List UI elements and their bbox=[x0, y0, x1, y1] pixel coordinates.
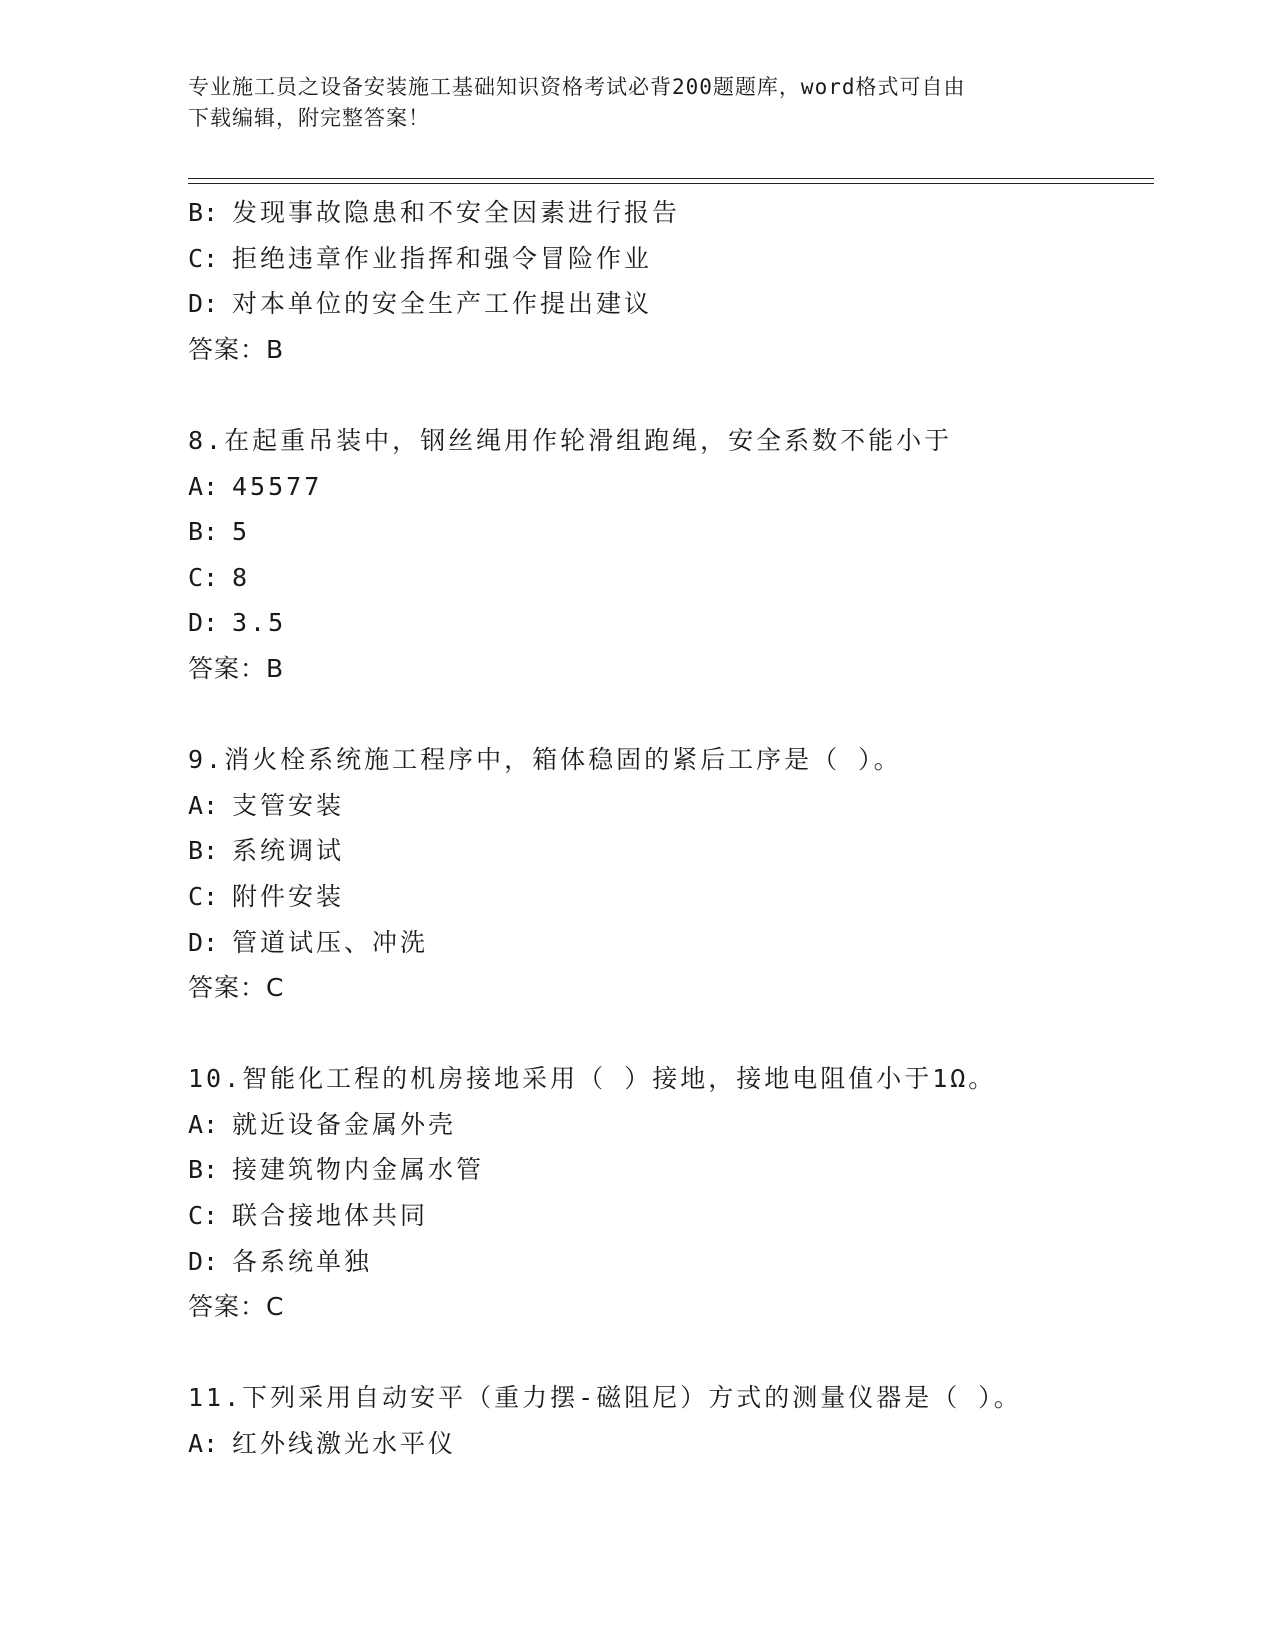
option-text: 就近设备金属外壳 bbox=[232, 1109, 457, 1139]
question-11 bbox=[188, 1375, 1154, 1466]
option-letter: D: bbox=[188, 608, 219, 638]
option-letter: D: bbox=[188, 1246, 219, 1276]
header-line-2: 下载编辑，附完整答案！ bbox=[188, 106, 430, 130]
option-letter: D: bbox=[188, 927, 219, 957]
option-letter: B: bbox=[188, 1155, 219, 1185]
option-row bbox=[188, 509, 1154, 555]
header-divider-bottom bbox=[188, 183, 1154, 184]
question-stem: 8.在起重吊装中，钢丝绳用作轮滑组跑绳，安全系数不能小于 bbox=[188, 425, 953, 455]
question-partial bbox=[188, 190, 1154, 372]
question-stem: 10.智能化工程的机房接地采用（ ）接地，接地电阻值小于1Ω。 bbox=[188, 1064, 997, 1094]
option-row bbox=[188, 1239, 1154, 1285]
option-text: 红外线激光水平仪 bbox=[232, 1429, 457, 1459]
option-text: 拒绝违章作业指挥和强令冒险作业 bbox=[232, 243, 653, 273]
question-10 bbox=[188, 1056, 1154, 1330]
option-text: 管道试压、冲洗 bbox=[232, 927, 429, 957]
option-letter: A: bbox=[188, 1429, 219, 1459]
option-text: 联合接地体共同 bbox=[232, 1201, 429, 1231]
answer-line: 答案：C bbox=[188, 973, 285, 1003]
option-text: 对本单位的安全生产工作提出建议 bbox=[232, 289, 653, 319]
option-row bbox=[188, 555, 1154, 601]
answer-line: 答案：B bbox=[188, 334, 285, 364]
header-divider-top bbox=[188, 178, 1154, 179]
option-row bbox=[188, 1421, 1154, 1467]
option-row bbox=[188, 190, 1154, 236]
option-text: 8 bbox=[232, 562, 251, 592]
header-line-1: 专业施工员之设备安装施工基础知识资格考试必背200题题库，word格式可自由 bbox=[188, 75, 966, 99]
option-letter: C: bbox=[188, 1201, 219, 1231]
option-text: 系统调试 bbox=[232, 836, 345, 866]
answer-line: 答案：B bbox=[188, 653, 285, 683]
option-row bbox=[188, 236, 1154, 282]
option-row bbox=[188, 281, 1154, 327]
question-8 bbox=[188, 418, 1154, 692]
option-row bbox=[188, 1193, 1154, 1239]
option-letter: A: bbox=[188, 790, 219, 820]
option-letter: A: bbox=[188, 471, 219, 501]
option-text: 支管安装 bbox=[232, 790, 345, 820]
option-row bbox=[188, 1102, 1154, 1148]
option-row bbox=[188, 828, 1154, 874]
document-header bbox=[188, 72, 1068, 134]
option-text: 接建筑物内金属水管 bbox=[232, 1155, 485, 1185]
answer-line: 答案：C bbox=[188, 1292, 285, 1322]
option-letter: B: bbox=[188, 198, 219, 227]
question-stem: 9.消火栓系统施工程序中，箱体稳固的紧后工序是（ ）。 bbox=[188, 745, 902, 775]
option-text: 5 bbox=[232, 517, 251, 547]
option-row bbox=[188, 464, 1154, 510]
option-text: 3.5 bbox=[232, 608, 287, 638]
option-text: 45577 bbox=[232, 471, 323, 501]
option-letter: B: bbox=[188, 836, 219, 866]
option-row bbox=[188, 600, 1154, 646]
option-row bbox=[188, 783, 1154, 829]
option-text: 附件安装 bbox=[232, 881, 345, 911]
option-letter: C: bbox=[188, 881, 219, 911]
option-letter: D: bbox=[188, 289, 219, 319]
question-stem: 11.下列采用自动安平（重力摆-磁阻尼）方式的测量仪器是（ ）。 bbox=[188, 1383, 1022, 1413]
option-letter: A: bbox=[188, 1109, 219, 1139]
option-row bbox=[188, 874, 1154, 920]
option-text: 发现事故隐患和不安全因素进行报告 bbox=[232, 198, 681, 227]
question-9 bbox=[188, 737, 1154, 1011]
option-letter: B: bbox=[188, 517, 219, 547]
option-letter: C: bbox=[188, 243, 219, 273]
option-letter: C: bbox=[188, 562, 219, 592]
option-row bbox=[188, 1147, 1154, 1193]
option-text: 各系统单独 bbox=[232, 1246, 373, 1276]
option-row bbox=[188, 920, 1154, 966]
question-list bbox=[188, 190, 1154, 1467]
